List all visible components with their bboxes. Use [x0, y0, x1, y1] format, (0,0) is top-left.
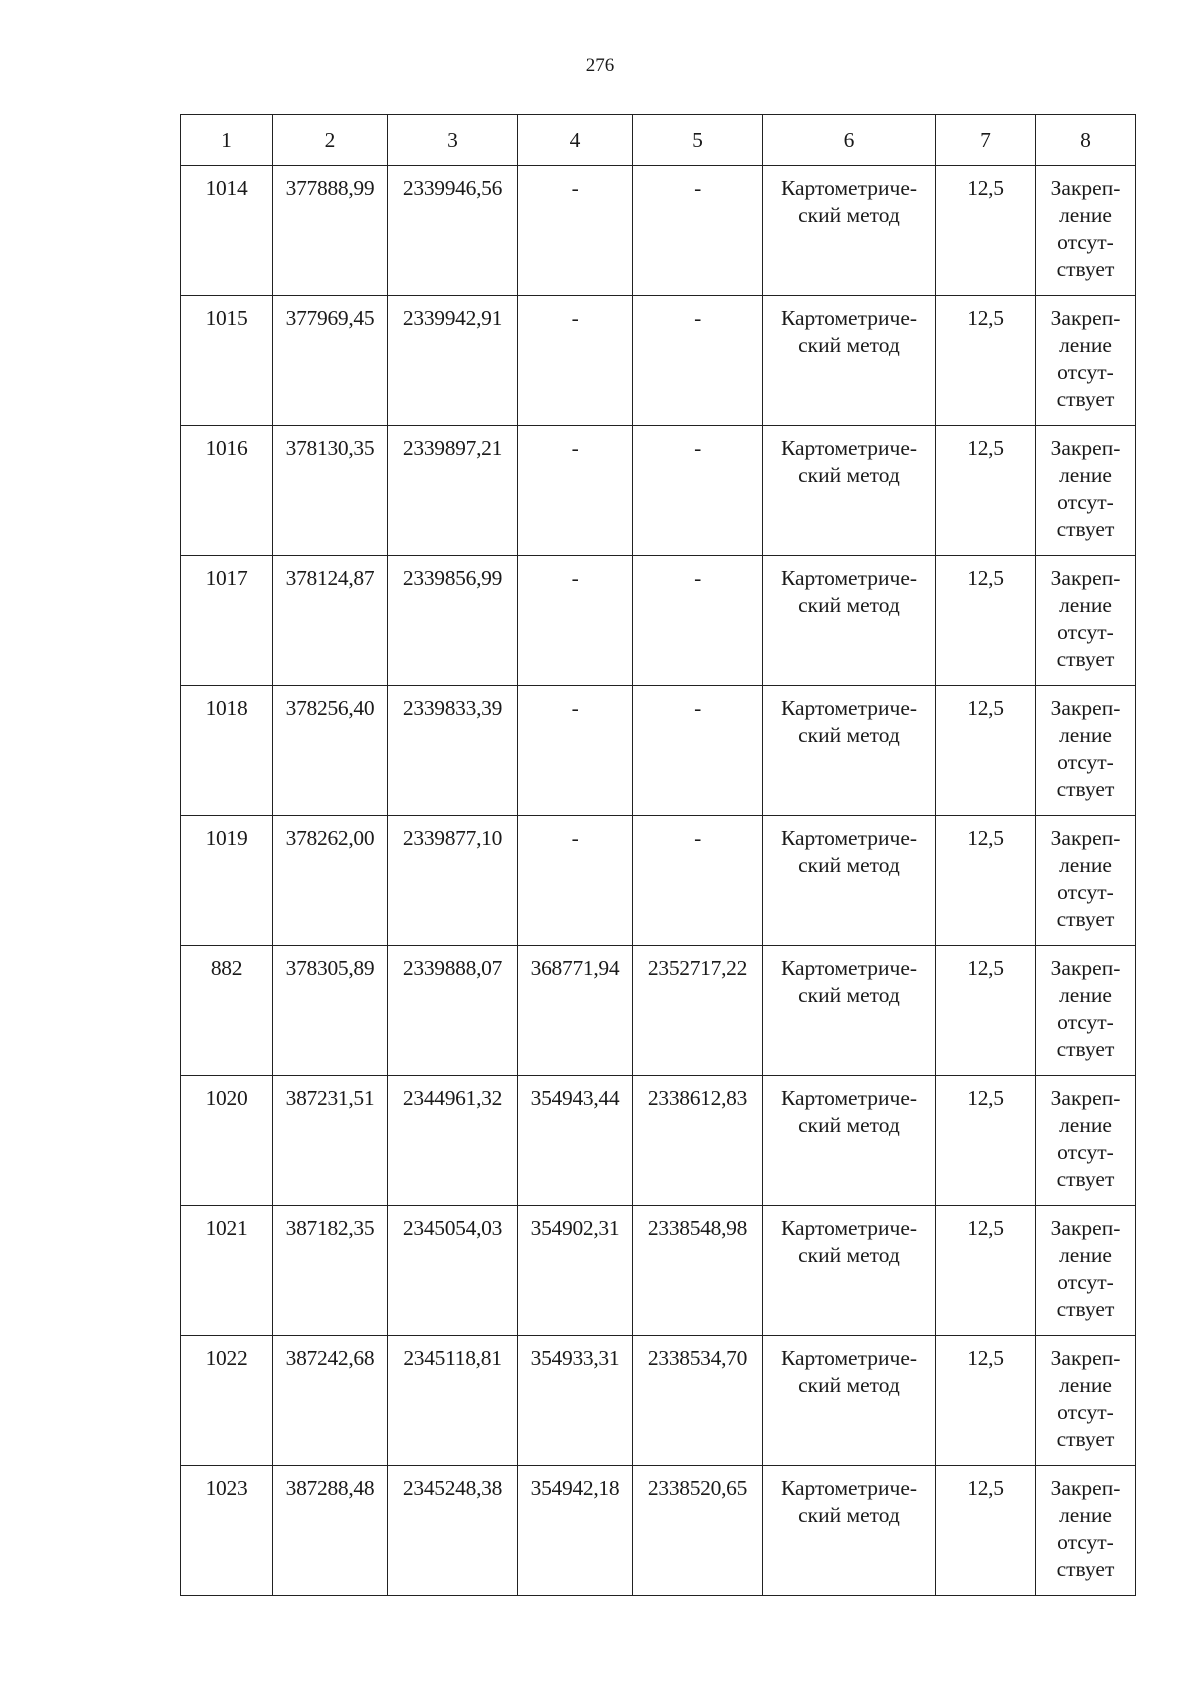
- accuracy-cell: 12,5: [936, 166, 1036, 296]
- header-row: [181, 115, 1136, 166]
- y-coord-cell: 2339897,21: [388, 426, 518, 556]
- fixation-cell: Закреп- ление отсут- ствует: [1036, 946, 1136, 1076]
- fixation-cell: Закреп- ление отсут- ствует: [1036, 1336, 1136, 1466]
- x-coord-cell: 378124,87: [273, 556, 388, 686]
- header-cell: 3: [388, 115, 518, 166]
- x-coord-alt-cell: 354943,44: [518, 1076, 633, 1206]
- method-cell: Картометриче- ский метод: [763, 556, 936, 686]
- point-number-cell: 1021: [181, 1206, 273, 1336]
- accuracy-cell: 12,5: [936, 1206, 1036, 1336]
- header-cell: 5: [633, 115, 763, 166]
- x-coord-cell: 378130,35: [273, 426, 388, 556]
- y-coord-alt-cell: -: [633, 686, 763, 816]
- x-coord-cell: 378262,00: [273, 816, 388, 946]
- method-cell: Картометриче- ский метод: [763, 1076, 936, 1206]
- accuracy-cell: 12,5: [936, 816, 1036, 946]
- point-number-cell: 1017: [181, 556, 273, 686]
- fixation-cell: Закреп- ление отсут- ствует: [1036, 296, 1136, 426]
- x-coord-cell: 378256,40: [273, 686, 388, 816]
- method-cell: Картометриче- ский метод: [763, 1336, 936, 1466]
- y-coord-alt-cell: 2338548,98: [633, 1206, 763, 1336]
- coordinates-table: [180, 114, 1136, 1596]
- method-cell: Картометриче- ский метод: [763, 686, 936, 816]
- fixation-cell: Закреп- ление отсут- ствует: [1036, 166, 1136, 296]
- y-coord-alt-cell: 2338612,83: [633, 1076, 763, 1206]
- y-coord-alt-cell: -: [633, 166, 763, 296]
- y-coord-cell: 2339856,99: [388, 556, 518, 686]
- header-cell: 4: [518, 115, 633, 166]
- table-row: [181, 296, 1136, 426]
- x-coord-alt-cell: 354942,18: [518, 1466, 633, 1596]
- y-coord-alt-cell: -: [633, 556, 763, 686]
- x-coord-cell: 387288,48: [273, 1466, 388, 1596]
- x-coord-cell: 387242,68: [273, 1336, 388, 1466]
- method-cell: Картометриче- ский метод: [763, 426, 936, 556]
- fixation-cell: Закреп- ление отсут- ствует: [1036, 686, 1136, 816]
- fixation-cell: Закреп- ление отсут- ствует: [1036, 1466, 1136, 1596]
- table-row: [181, 1206, 1136, 1336]
- y-coord-cell: 2339942,91: [388, 296, 518, 426]
- fixation-cell: Закреп- ление отсут- ствует: [1036, 556, 1136, 686]
- page-number: 276: [585, 55, 615, 76]
- table-row: [181, 816, 1136, 946]
- accuracy-cell: 12,5: [936, 1336, 1036, 1466]
- point-number-cell: 1015: [181, 296, 273, 426]
- method-cell: Картометриче- ский метод: [763, 296, 936, 426]
- method-cell: Картометриче- ский метод: [763, 946, 936, 1076]
- x-coord-alt-cell: -: [518, 426, 633, 556]
- y-coord-cell: 2339833,39: [388, 686, 518, 816]
- point-number-cell: 1020: [181, 1076, 273, 1206]
- fixation-cell: Закреп- ление отсут- ствует: [1036, 1076, 1136, 1206]
- table-row: [181, 686, 1136, 816]
- table-row: [181, 556, 1136, 686]
- x-coord-cell: 387182,35: [273, 1206, 388, 1336]
- fixation-cell: Закреп- ление отсут- ствует: [1036, 1206, 1136, 1336]
- y-coord-alt-cell: 2338534,70: [633, 1336, 763, 1466]
- x-coord-alt-cell: -: [518, 556, 633, 686]
- header-cell: 6: [763, 115, 936, 166]
- accuracy-cell: 12,5: [936, 946, 1036, 1076]
- table-row: [181, 166, 1136, 296]
- method-cell: Картометриче- ский метод: [763, 166, 936, 296]
- accuracy-cell: 12,5: [936, 1076, 1036, 1206]
- fixation-cell: Закреп- ление отсут- ствует: [1036, 816, 1136, 946]
- x-coord-alt-cell: 354902,31: [518, 1206, 633, 1336]
- method-cell: Картометриче- ский метод: [763, 1466, 936, 1596]
- x-coord-alt-cell: -: [518, 686, 633, 816]
- x-coord-cell: 378305,89: [273, 946, 388, 1076]
- y-coord-alt-cell: -: [633, 426, 763, 556]
- header-cell: 8: [1036, 115, 1136, 166]
- x-coord-alt-cell: -: [518, 816, 633, 946]
- y-coord-cell: 2344961,32: [388, 1076, 518, 1206]
- y-coord-cell: 2339888,07: [388, 946, 518, 1076]
- point-number-cell: 1016: [181, 426, 273, 556]
- header-cell: 1: [181, 115, 273, 166]
- point-number-cell: 1023: [181, 1466, 273, 1596]
- y-coord-alt-cell: 2338520,65: [633, 1466, 763, 1596]
- header-cell: 2: [273, 115, 388, 166]
- accuracy-cell: 12,5: [936, 1466, 1036, 1596]
- y-coord-cell: 2345054,03: [388, 1206, 518, 1336]
- y-coord-cell: 2345248,38: [388, 1466, 518, 1596]
- header-cell: 7: [936, 115, 1036, 166]
- accuracy-cell: 12,5: [936, 426, 1036, 556]
- table-row: [181, 1076, 1136, 1206]
- x-coord-cell: 387231,51: [273, 1076, 388, 1206]
- point-number-cell: 1018: [181, 686, 273, 816]
- x-coord-alt-cell: -: [518, 296, 633, 426]
- accuracy-cell: 12,5: [936, 556, 1036, 686]
- y-coord-cell: 2339946,56: [388, 166, 518, 296]
- x-coord-alt-cell: 354933,31: [518, 1336, 633, 1466]
- x-coord-alt-cell: 368771,94: [518, 946, 633, 1076]
- point-number-cell: 882: [181, 946, 273, 1076]
- point-number-cell: 1019: [181, 816, 273, 946]
- y-coord-cell: 2345118,81: [388, 1336, 518, 1466]
- y-coord-cell: 2339877,10: [388, 816, 518, 946]
- y-coord-alt-cell: -: [633, 816, 763, 946]
- x-coord-cell: 377888,99: [273, 166, 388, 296]
- x-coord-alt-cell: -: [518, 166, 633, 296]
- point-number-cell: 1022: [181, 1336, 273, 1466]
- point-number-cell: 1014: [181, 166, 273, 296]
- table-row: [181, 426, 1136, 556]
- fixation-cell: Закреп- ление отсут- ствует: [1036, 426, 1136, 556]
- x-coord-cell: 377969,45: [273, 296, 388, 426]
- table-row: [181, 1466, 1136, 1596]
- accuracy-cell: 12,5: [936, 686, 1036, 816]
- table-row: [181, 946, 1136, 1076]
- table-header: [181, 115, 1136, 166]
- method-cell: Картометриче- ский метод: [763, 1206, 936, 1336]
- y-coord-alt-cell: 2352717,22: [633, 946, 763, 1076]
- table-row: [181, 1336, 1136, 1466]
- method-cell: Картометриче- ский метод: [763, 816, 936, 946]
- accuracy-cell: 12,5: [936, 296, 1036, 426]
- table-body: [181, 166, 1136, 1596]
- y-coord-alt-cell: -: [633, 296, 763, 426]
